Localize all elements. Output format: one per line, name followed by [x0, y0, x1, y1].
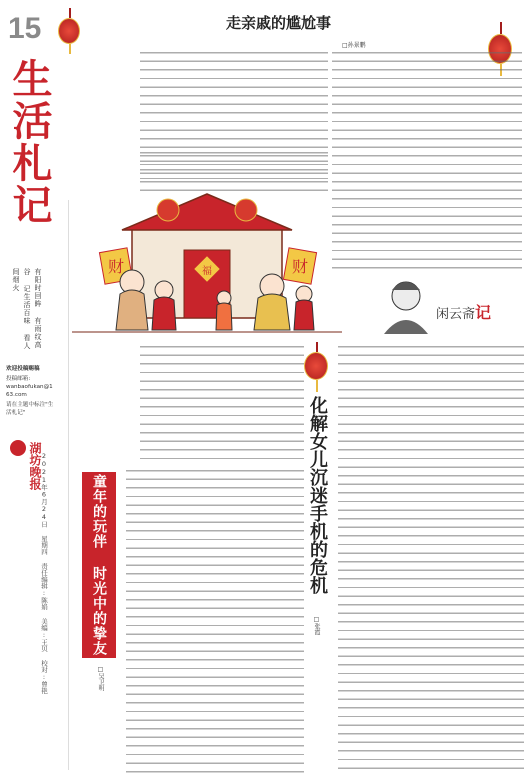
columnist-portrait	[378, 276, 434, 334]
svg-text:福: 福	[202, 266, 212, 277]
article-3-body	[338, 346, 524, 776]
column-divider	[68, 200, 69, 770]
svg-text:财: 财	[107, 257, 125, 276]
column-name: 闲云斋记	[436, 303, 492, 322]
article-2-author: □吴卫明	[97, 666, 104, 691]
article-3-title: 化解女儿沉迷手机的危机	[307, 396, 328, 594]
contact-email: wanbaofukan@163.com	[6, 384, 53, 398]
contact-box: 欢迎投稿赐稿 投稿邮箱: wanbaofukan@163.com 请在主题中标注"生活札记"	[6, 365, 56, 417]
lantern-top-left-icon	[58, 8, 82, 56]
article-1-title: 走亲戚的尴尬事	[226, 14, 332, 32]
article-2-body-top	[140, 346, 304, 466]
lantern-family-visit-illustration	[72, 190, 342, 338]
section-motto: 有阳时回眸 有雨纹高谷 记生活百味 看人间烟火	[12, 268, 42, 350]
article-2-body-main	[126, 470, 304, 776]
svg-text:财: 财	[291, 257, 309, 276]
paper-logo-icon	[10, 440, 26, 456]
article-3-author: □张霞	[313, 616, 320, 635]
page-number: 15	[8, 12, 42, 45]
paper-logo: 湖坊晚报	[10, 440, 56, 510]
article-1-body-right	[332, 52, 522, 274]
section-title: 生活札记	[6, 58, 53, 226]
article-2-title-box: 童年的玩伴 时光中的挚友	[82, 472, 116, 658]
lantern-middle-icon	[304, 342, 330, 394]
issue-line: 2021年6月24日 星期四 责任编辑:陈娟 美编:王贝 校对:曾艳	[40, 452, 48, 694]
article-1-author: □孙景鹏	[342, 42, 366, 49]
article-1-body-left-lower	[140, 152, 328, 182]
